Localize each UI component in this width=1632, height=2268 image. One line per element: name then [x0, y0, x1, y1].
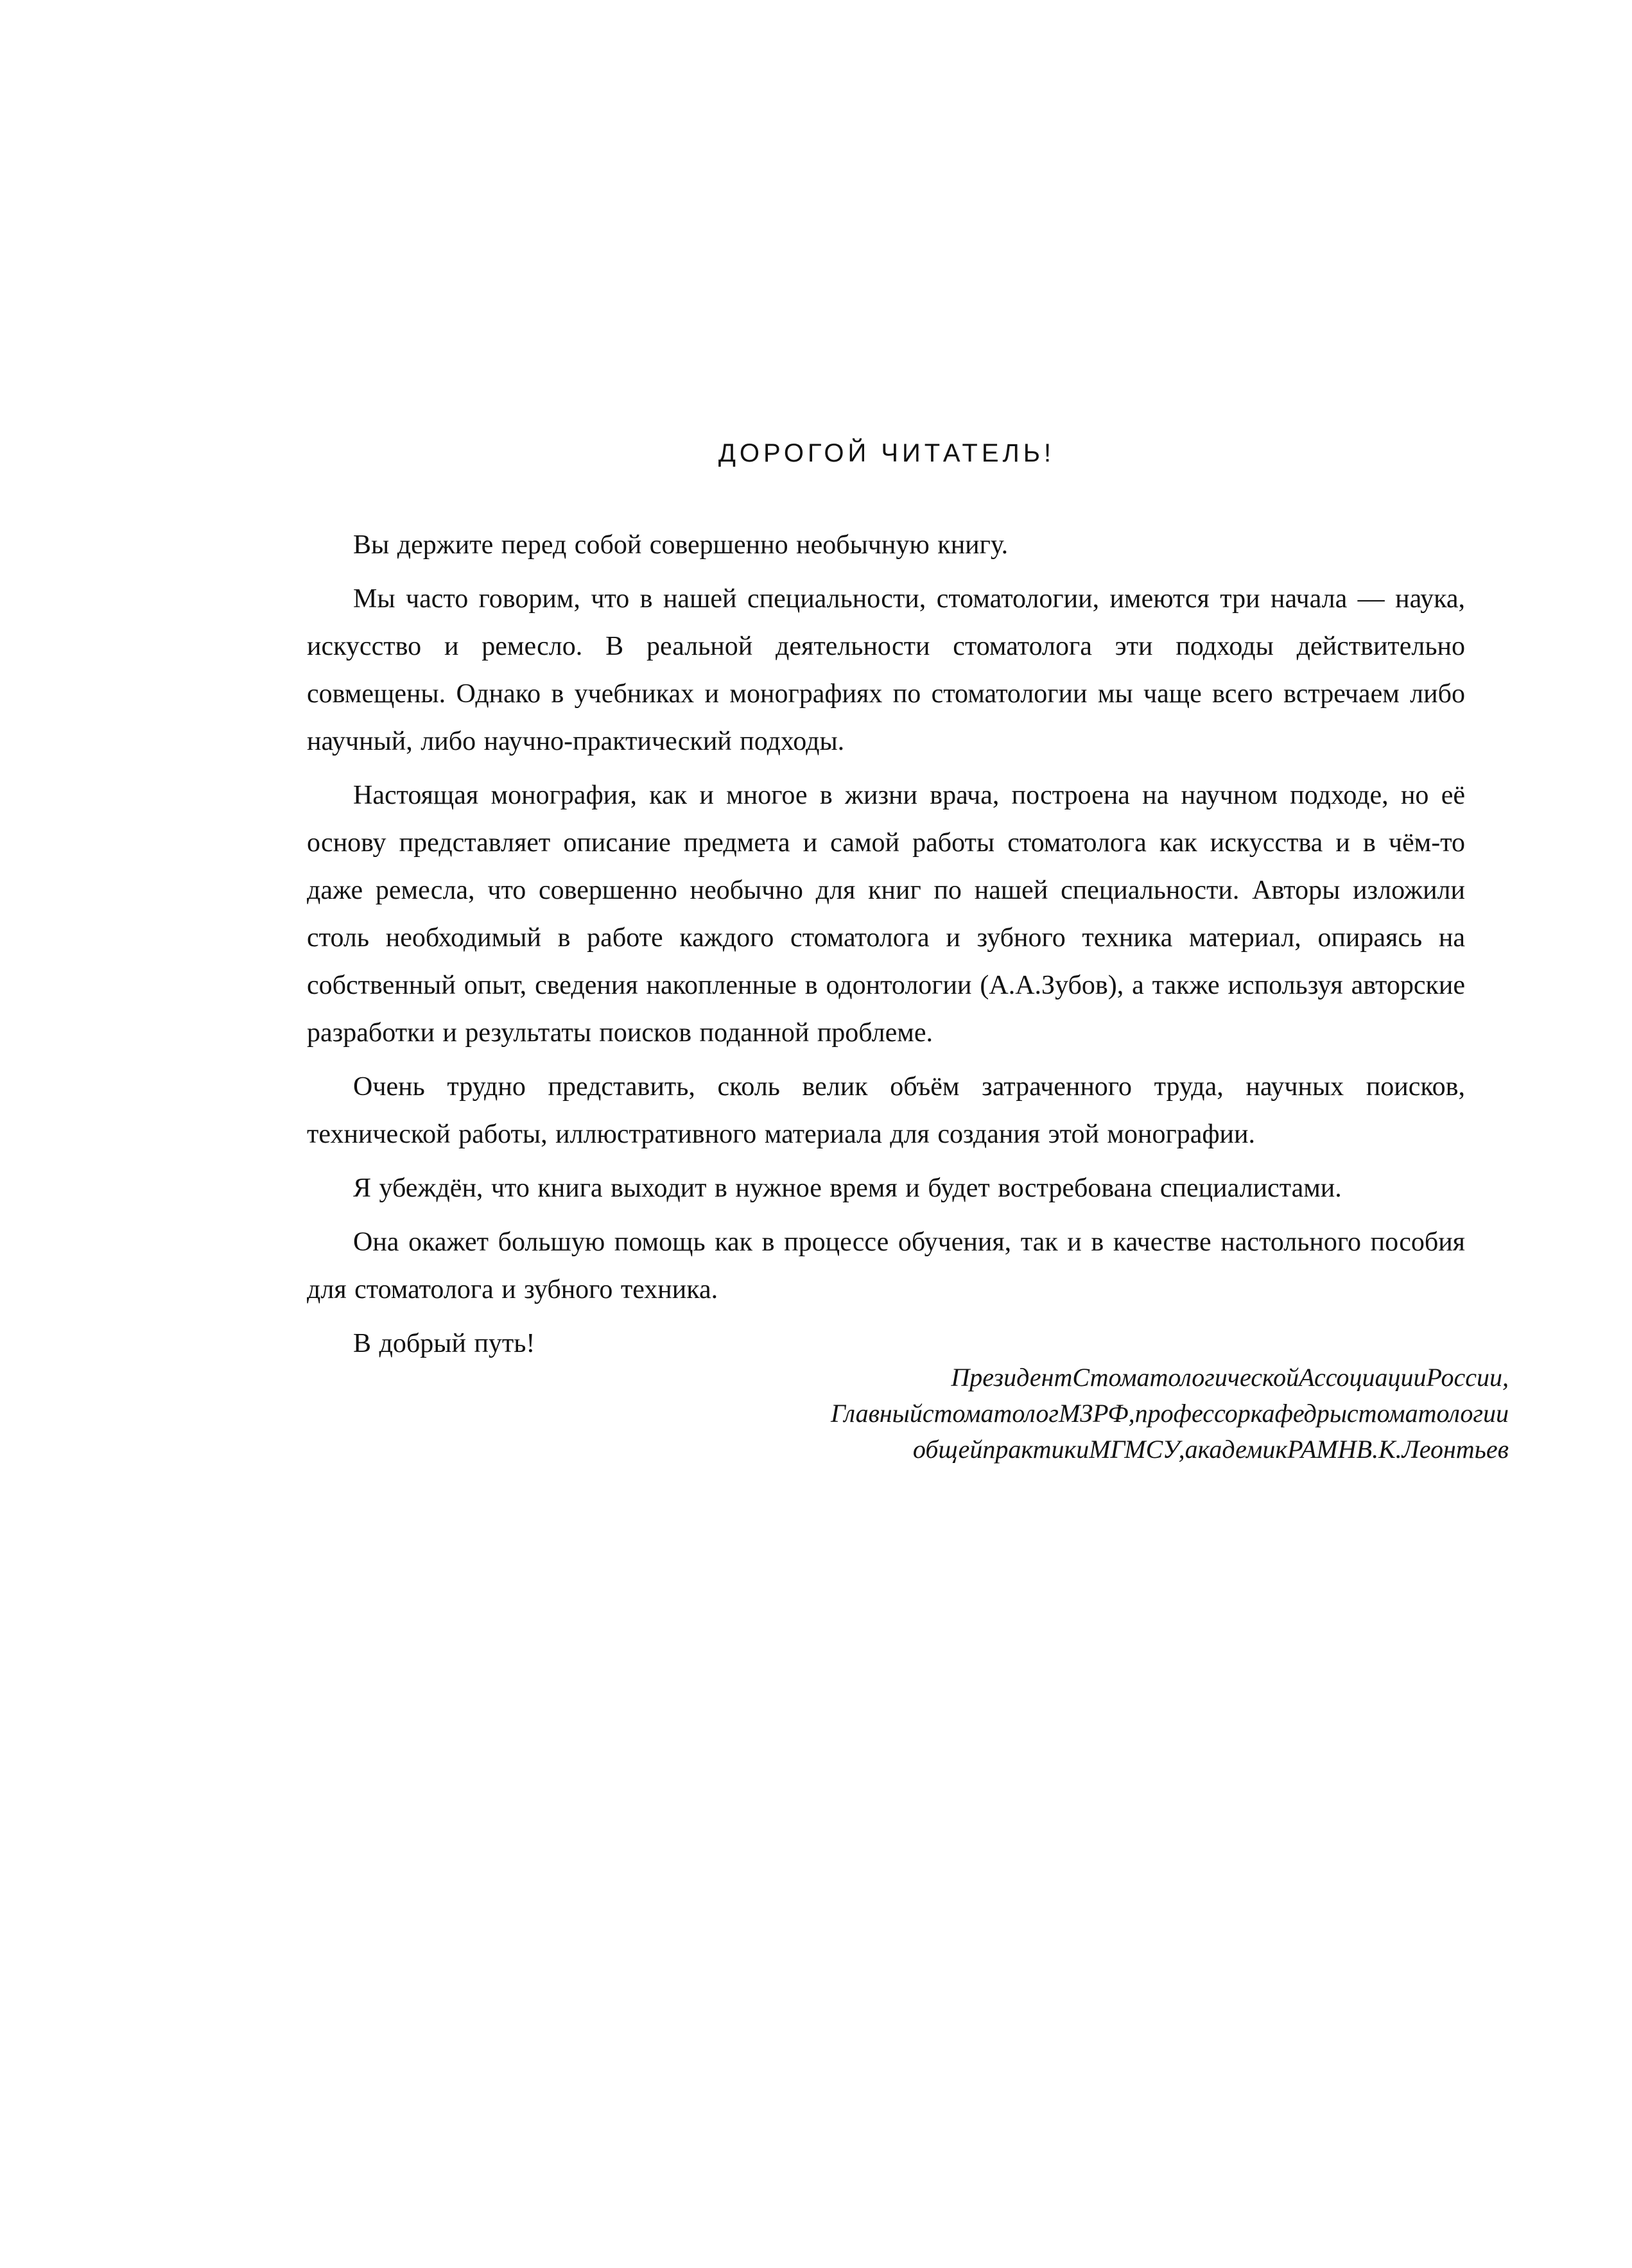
- paragraph: Она окажет большую помощь как в процессе обучения, так и в качестве настольного пособия для стоматолога и зубного техника.: [307, 1227, 1465, 1304]
- paragraph: В добрый путь!: [353, 1329, 535, 1358]
- paragraph: Настоящая монография, как и многое в жизни врача, построена на научном подходе, но её основу представляет описание предмета и самой работы стоматолога как искусства и в чём-то даже ремесла, что совершенно необычно для книг по нашей специальности. Авторы изложили столь необходимый в работе каждого стоматолога и зубного техника материал, опираясь на собственный опыт, сведения накопленные в одонтологии (А.А.Зубов), а также используя авторские разработки и результаты поисков поданной проблеме.: [307, 781, 1465, 1048]
- signature-line: ПрезидентСтоматологическойАссоциацииРоссии,: [951, 1363, 1509, 1392]
- page-title: ДОРОГОЙ ЧИТАТЕЛЬ!: [718, 439, 1055, 467]
- paragraph: Мы часто говорим, что в нашей специальности, стоматологии, имеются три начала — наука, искусство и ремесло. В реальной деятельности стоматолога эти подходы действительно совмещены. Однако в учебниках и монографиях по стоматологии мы чаще всего встречаем либо научный, либо научно-практический подходы.: [307, 584, 1465, 756]
- signature-line: общейпрактикиМГМСУ,академикРАМНВ.К.Леонтьев: [912, 1435, 1509, 1464]
- signature-line: ГлавныйстоматологМЗРФ,профессоркафедрыстоматологии: [831, 1399, 1509, 1428]
- signature-block: [706, 1360, 1509, 1467]
- letter-body: [307, 521, 1465, 1374]
- paragraph: Я убеждён, что книга выходит в нужное время и будет востребована специалистами.: [353, 1173, 1342, 1203]
- paragraph: Вы держите перед собой совершенно необычную книгу.: [353, 530, 1009, 560]
- paragraph: Очень трудно представить, сколь велик объём затраченного труда, научных поисков, технической работы, иллюстративного материала для создания этой монографии.: [307, 1072, 1465, 1149]
